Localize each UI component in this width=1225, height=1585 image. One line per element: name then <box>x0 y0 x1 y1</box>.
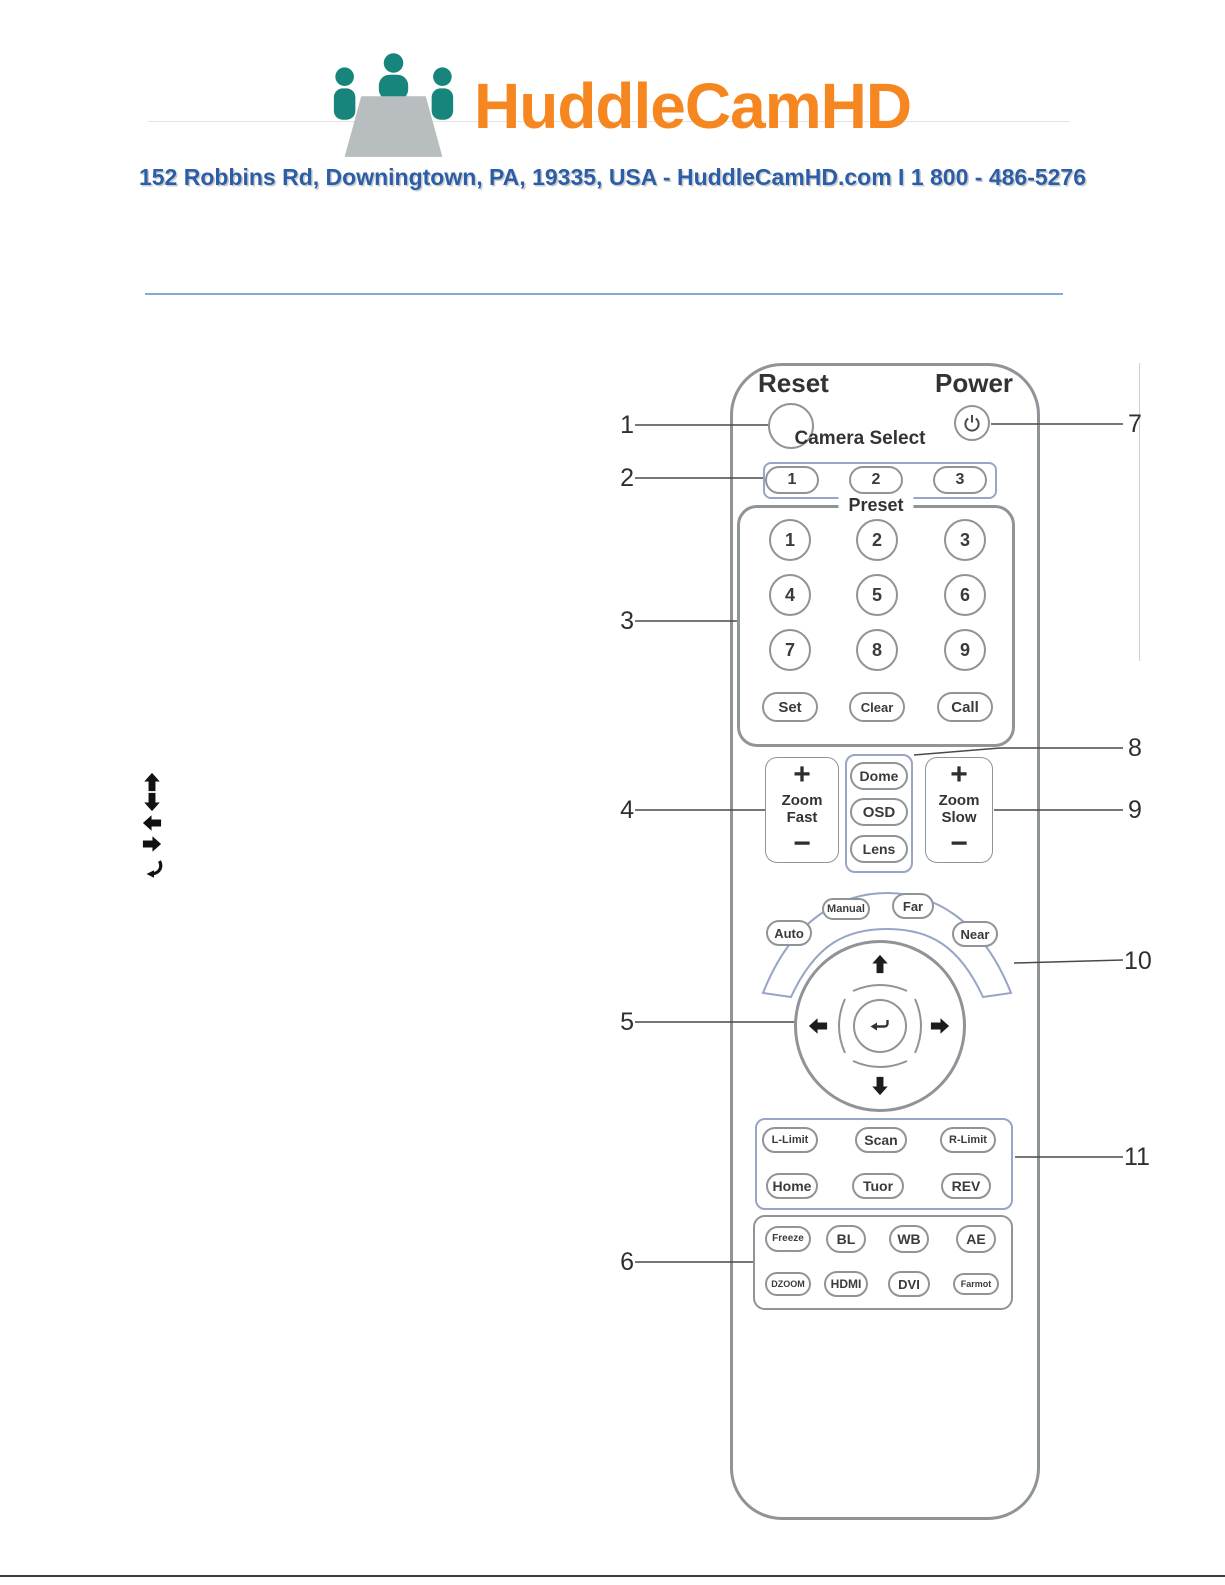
callout-number-9: 9 <box>1128 796 1142 824</box>
format-button[interactable]: Farmot <box>953 1273 999 1295</box>
zoom-fast-label-word1: Zoom <box>781 791 823 809</box>
callout-number-1: 1 <box>620 411 634 439</box>
callout-number-5: 5 <box>620 1008 634 1036</box>
reset-label: Reset <box>758 368 829 398</box>
tilt-up-icon <box>142 772 166 794</box>
dpad-down-button[interactable] <box>869 1075 891 1097</box>
camera-select-2-button[interactable]: 2 <box>849 466 903 494</box>
preset-9-button[interactable]: 9 <box>944 629 986 671</box>
address-line: 152 Robbins Rd, Downingtown, PA, 19335, USA - HuddleCamHD.com I 1 800 - 486-5276 <box>138 164 1087 190</box>
callout-number-10: 10 <box>1124 947 1152 975</box>
callout-number-4: 4 <box>620 796 634 824</box>
power-label: Power <box>935 368 1014 398</box>
zoom-fast-group <box>765 757 839 863</box>
zoom-slow-in-button[interactable]: + <box>950 758 968 791</box>
pan-left-icon <box>142 813 166 835</box>
wb-button[interactable]: WB <box>889 1225 929 1253</box>
pan-right-icon <box>142 834 166 856</box>
zoom-fast-out-button[interactable]: − <box>793 826 811 860</box>
page-bottom-border <box>0 1575 1225 1577</box>
preset-set-button[interactable]: Set <box>762 692 818 722</box>
dpad <box>794 940 966 1112</box>
camera-select-1-button[interactable]: 1 <box>765 466 819 494</box>
callout-number-3: 3 <box>620 607 634 635</box>
focus-manual-button[interactable]: Manual <box>822 898 870 920</box>
preset-1-button[interactable]: 1 <box>769 519 811 561</box>
zoom-fast-label-word2: Fast <box>786 809 818 826</box>
zoom-slow-label-word2: Slow <box>941 809 977 826</box>
huddlecamhd-logo-icon <box>328 47 460 165</box>
arrow-down-icon <box>870 1076 890 1096</box>
camera-select-3-button[interactable]: 3 <box>933 466 987 494</box>
callout-number-2: 2 <box>620 464 634 492</box>
preset-8-button[interactable]: 8 <box>856 629 898 671</box>
dzoom-button[interactable]: DZOOM <box>765 1272 811 1296</box>
callout-number-7: 7 <box>1128 410 1142 438</box>
zoom-slow-out-button[interactable]: − <box>950 826 968 860</box>
dome-button[interactable]: Dome <box>850 762 908 790</box>
preset-5-button[interactable]: 5 <box>856 574 898 616</box>
tilt-down-icon <box>142 792 166 814</box>
right-vertical-rule <box>1139 363 1140 661</box>
tuor-button[interactable]: Tuor <box>852 1173 904 1199</box>
preset-4-button[interactable]: 4 <box>769 574 811 616</box>
focus-near-button[interactable]: Near <box>952 921 998 947</box>
ae-button[interactable]: AE <box>956 1225 996 1253</box>
bl-button[interactable]: BL <box>826 1225 866 1253</box>
rev-button[interactable]: REV <box>941 1173 991 1199</box>
power-button[interactable] <box>954 405 990 441</box>
header-divider <box>145 293 1063 295</box>
preset-label: Preset <box>838 495 913 516</box>
callout-number-6: 6 <box>620 1248 634 1276</box>
lens-button[interactable]: Lens <box>850 835 908 863</box>
focus-auto-button[interactable]: Auto <box>766 920 812 946</box>
freeze-button[interactable]: Freeze <box>765 1226 811 1252</box>
preset-6-button[interactable]: 6 <box>944 574 986 616</box>
arrow-up-icon <box>870 954 890 974</box>
preset-call-button[interactable]: Call <box>937 692 993 722</box>
l-limit-button[interactable]: L-Limit <box>762 1127 818 1153</box>
r-limit-button[interactable]: R-Limit <box>940 1127 996 1153</box>
osd-button[interactable]: OSD <box>850 798 908 826</box>
scan-button[interactable]: Scan <box>855 1127 907 1153</box>
hdmi-button[interactable]: HDMI <box>824 1271 868 1297</box>
return-icon <box>867 1013 893 1039</box>
dvi-button[interactable]: DVI <box>888 1271 930 1297</box>
preset-clear-button[interactable]: Clear <box>849 692 905 722</box>
power-icon <box>962 413 982 433</box>
camera-select-label: Camera Select <box>794 428 926 449</box>
zoom-fast-in-button[interactable]: + <box>793 758 811 791</box>
dpad-center-button[interactable] <box>853 999 907 1053</box>
dpad-right-button[interactable] <box>929 1015 951 1037</box>
preset-3-button[interactable]: 3 <box>944 519 986 561</box>
zoom-slow-group <box>925 757 993 863</box>
arrow-right-icon <box>930 1016 950 1036</box>
return-arrow-icon <box>142 858 166 880</box>
home-button[interactable]: Home <box>766 1173 818 1199</box>
zoom-slow-label-word1: Zoom <box>938 791 980 809</box>
remote-control-diagram <box>730 363 1040 1520</box>
callout-number-8: 8 <box>1128 734 1142 762</box>
dpad-up-button[interactable] <box>869 953 891 975</box>
callout-number-11: 11 <box>1124 1143 1150 1171</box>
preset-2-button[interactable]: 2 <box>856 519 898 561</box>
focus-far-button[interactable]: Far <box>892 893 934 919</box>
huddlecamhd-logo <box>328 44 911 168</box>
logo-text: HuddleCamHD <box>474 70 912 142</box>
dpad-left-button[interactable] <box>807 1015 829 1037</box>
arrow-left-icon <box>808 1016 828 1036</box>
preset-7-button[interactable]: 7 <box>769 629 811 671</box>
